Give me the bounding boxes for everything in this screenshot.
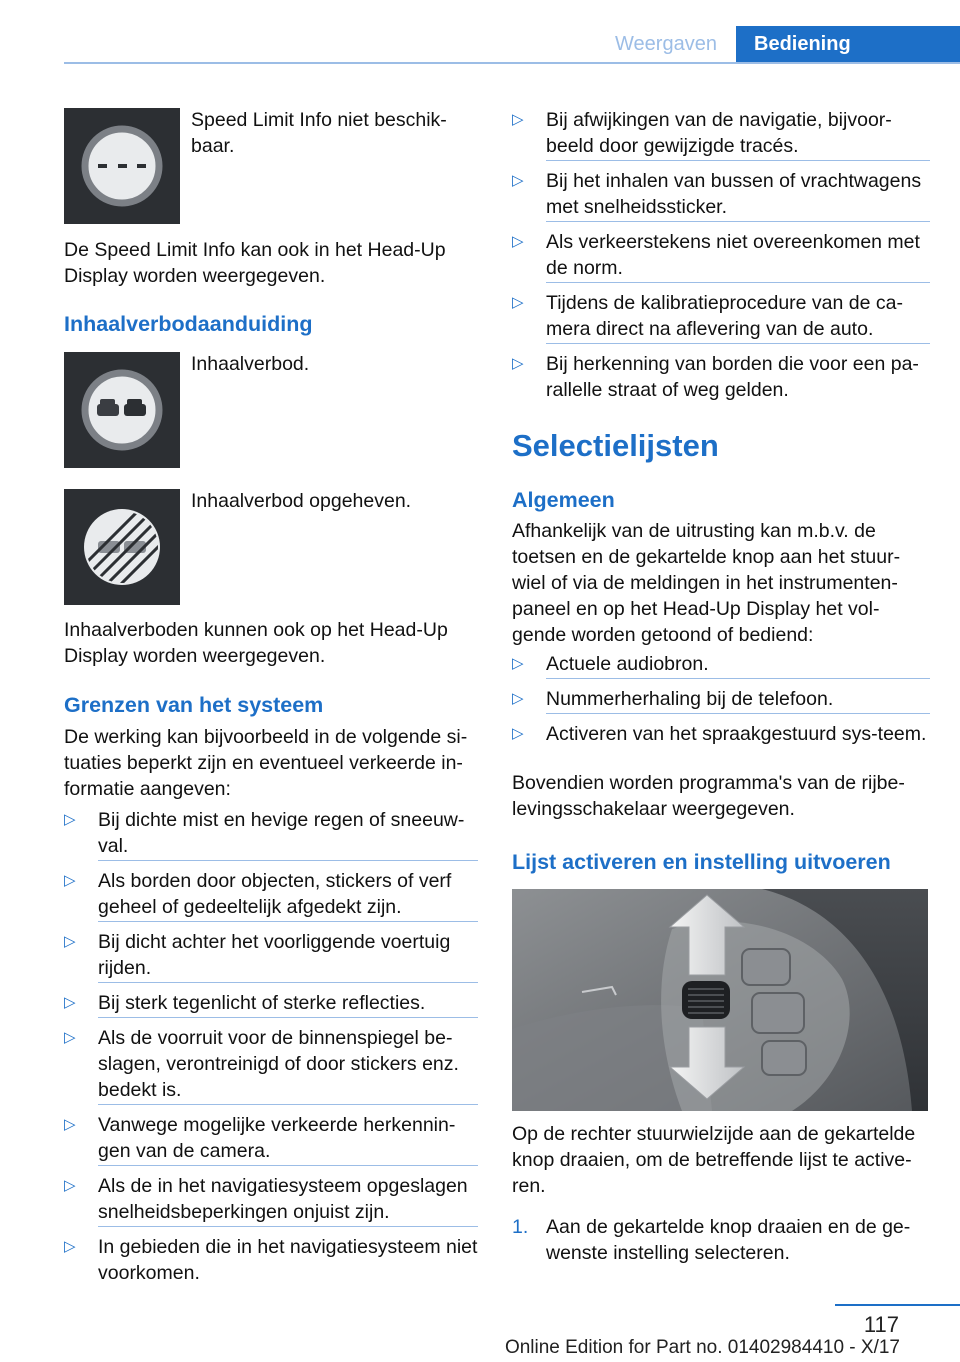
sign-label-no-overtaking: Inhaalverbod. xyxy=(191,353,310,375)
list-item: ▷ Vanwege mogelijke verkeerde herkennin-gen van de camera. xyxy=(64,1112,478,1166)
list-item: ▷ Als de voorruit voor de binnenspiegel be-slagen, verontreinigd of door stickers enz. bedekt is. xyxy=(64,1025,478,1105)
triangle-bullet-icon: ▷ xyxy=(512,172,524,189)
triangle-bullet-icon: ▷ xyxy=(64,1238,76,1255)
triangle-bullet-icon: ▷ xyxy=(64,1116,76,1133)
para-system-limits: De werking kan bijvoorbeeld in de volgende si-tuaties beperkt zijn en eventueel verkeerde in-formatie aangeven: xyxy=(64,726,468,800)
list-item: ▷ Nummerherhaling bij de telefoon. xyxy=(512,686,930,714)
triangle-bullet-icon: ▷ xyxy=(64,933,76,950)
list-item: ▷ Als verkeerstekens niet overeenkomen met de norm. xyxy=(512,229,930,283)
list-divider xyxy=(546,221,930,222)
list-divider xyxy=(546,713,930,714)
general-list xyxy=(512,651,930,752)
heading-general: Algemeen xyxy=(512,488,615,512)
sign-label-speed-unavailable: Speed Limit Info niet beschik-baar. xyxy=(191,109,447,157)
list-divider xyxy=(546,160,930,161)
list-item: ▷ In gebieden die in het navigatiesysteem niet voorkomen. xyxy=(64,1236,478,1284)
para-wheel: Op de rechter stuurwielzijde aan de gekartelde knop draaien, om de betreffende lijst te active-ren. xyxy=(512,1123,916,1197)
no-overtaking-icon xyxy=(64,352,180,468)
list-item: ▷ Bij dicht achter het voorliggende voertuig rijden. xyxy=(64,929,478,983)
footer-rule xyxy=(835,1304,960,1306)
list-item: ▷ Bij het inhalen van bussen of vrachtwagens met snelheidssticker. xyxy=(512,168,930,222)
list-divider xyxy=(98,860,478,861)
list-divider xyxy=(546,678,930,679)
triangle-bullet-icon: ▷ xyxy=(512,355,524,372)
list-divider xyxy=(98,982,478,983)
speed-limit-unavailable-icon xyxy=(64,108,180,224)
list-divider xyxy=(98,1226,478,1227)
triangle-bullet-icon: ▷ xyxy=(64,1029,76,1046)
limits-list-continued xyxy=(512,107,930,408)
list-divider xyxy=(98,1165,478,1166)
para-general: Afhankelijk van de uitrusting kan m.b.v. de toetsen en de gekartelde knop aan het stuur-wiel of via de meldingen in het instrumenten-paneel en op het Head-Up Display het vol-gende worden getoond of bediend: xyxy=(512,520,901,646)
limits-list xyxy=(64,807,478,1291)
heading-system-limits: Grenzen van het systeem xyxy=(64,693,324,717)
page-number: 117 xyxy=(863,1312,899,1337)
triangle-bullet-icon: ▷ xyxy=(64,811,76,828)
section-title: Selectielijsten xyxy=(512,428,719,463)
para-hud-overtaking: Inhaalverboden kunnen ook op het Head-Up Display worden weergegeven. xyxy=(64,619,448,667)
edition-footer: Online Edition for Part no. 01402984410 - X/17 xyxy=(504,1337,900,1358)
list-item: ▷ Tijdens de kalibratieprocedure van de ca-mera direct na aflevering van de auto. xyxy=(512,290,930,344)
list-item: ▷ Bij dichte mist en hevige regen of sneeuw-val. xyxy=(64,807,478,861)
triangle-bullet-icon: ▷ xyxy=(512,294,524,311)
triangle-bullet-icon: ▷ xyxy=(512,111,524,128)
list-divider xyxy=(98,1017,478,1018)
list-divider xyxy=(98,921,478,922)
para-hud-speed: De Speed Limit Info kan ook in het Head-Up Display worden weergegeven. xyxy=(64,239,446,287)
heading-activate: Lijst activeren en instelling uitvoeren xyxy=(512,850,891,874)
header-rule xyxy=(64,62,960,64)
list-item: ▷ Als borden door objecten, stickers of verf geheel of gedeeltelijk afgedekt zijn. xyxy=(64,868,478,922)
triangle-bullet-icon: ▷ xyxy=(512,655,524,672)
list-divider xyxy=(98,1104,478,1105)
list-item: ▷ Als de in het navigatiesysteem opgeslagen snelheidsbeperkingen onjuist zijn. xyxy=(64,1173,478,1227)
list-item: ▷ Bij sterk tegenlicht of sterke reflecties. xyxy=(64,990,478,1018)
triangle-bullet-icon: ▷ xyxy=(64,1177,76,1194)
page-header xyxy=(0,0,960,64)
triangle-bullet-icon: ▷ xyxy=(512,725,524,742)
chapter-tab[interactable]: Bediening xyxy=(736,26,960,62)
triangle-bullet-icon: ▷ xyxy=(512,233,524,250)
step-number: 1. xyxy=(512,1216,529,1238)
triangle-bullet-icon: ▷ xyxy=(512,690,524,707)
list-divider xyxy=(546,282,930,283)
list-divider xyxy=(546,343,930,344)
section-tab[interactable]: Weergaven xyxy=(615,33,717,55)
para-programs: Bovendien worden programma's van de rijbe-levingsschakelaar weergegeven. xyxy=(512,772,905,820)
end-no-overtaking-icon xyxy=(64,489,180,605)
list-item: 1. Aan de gekartelde knop draaien en de ge-wenste instelling selecteren. xyxy=(512,1216,911,1264)
sign-label-end-no-overtaking: Inhaalverbod opgeheven. xyxy=(191,490,412,512)
heading-overtaking: Inhaalverbodaanduiding xyxy=(64,312,313,336)
triangle-bullet-icon: ▷ xyxy=(64,994,76,1011)
list-item: ▷ Bij herkenning van borden die voor een pa-rallelle straat of weg gelden. xyxy=(512,353,919,401)
triangle-bullet-icon: ▷ xyxy=(64,872,76,889)
list-item: ▷ Bij afwijkingen van de navigatie, bijvoor-beeld door gewijzigde tracés. xyxy=(512,107,930,161)
steering-wheel-illustration xyxy=(512,889,928,1111)
list-item: ▷ Actuele audiobron. xyxy=(512,651,930,679)
list-item: ▷ Activeren van het spraakgestuurd sys-teem. xyxy=(512,723,927,745)
steps-list xyxy=(512,1214,930,1271)
